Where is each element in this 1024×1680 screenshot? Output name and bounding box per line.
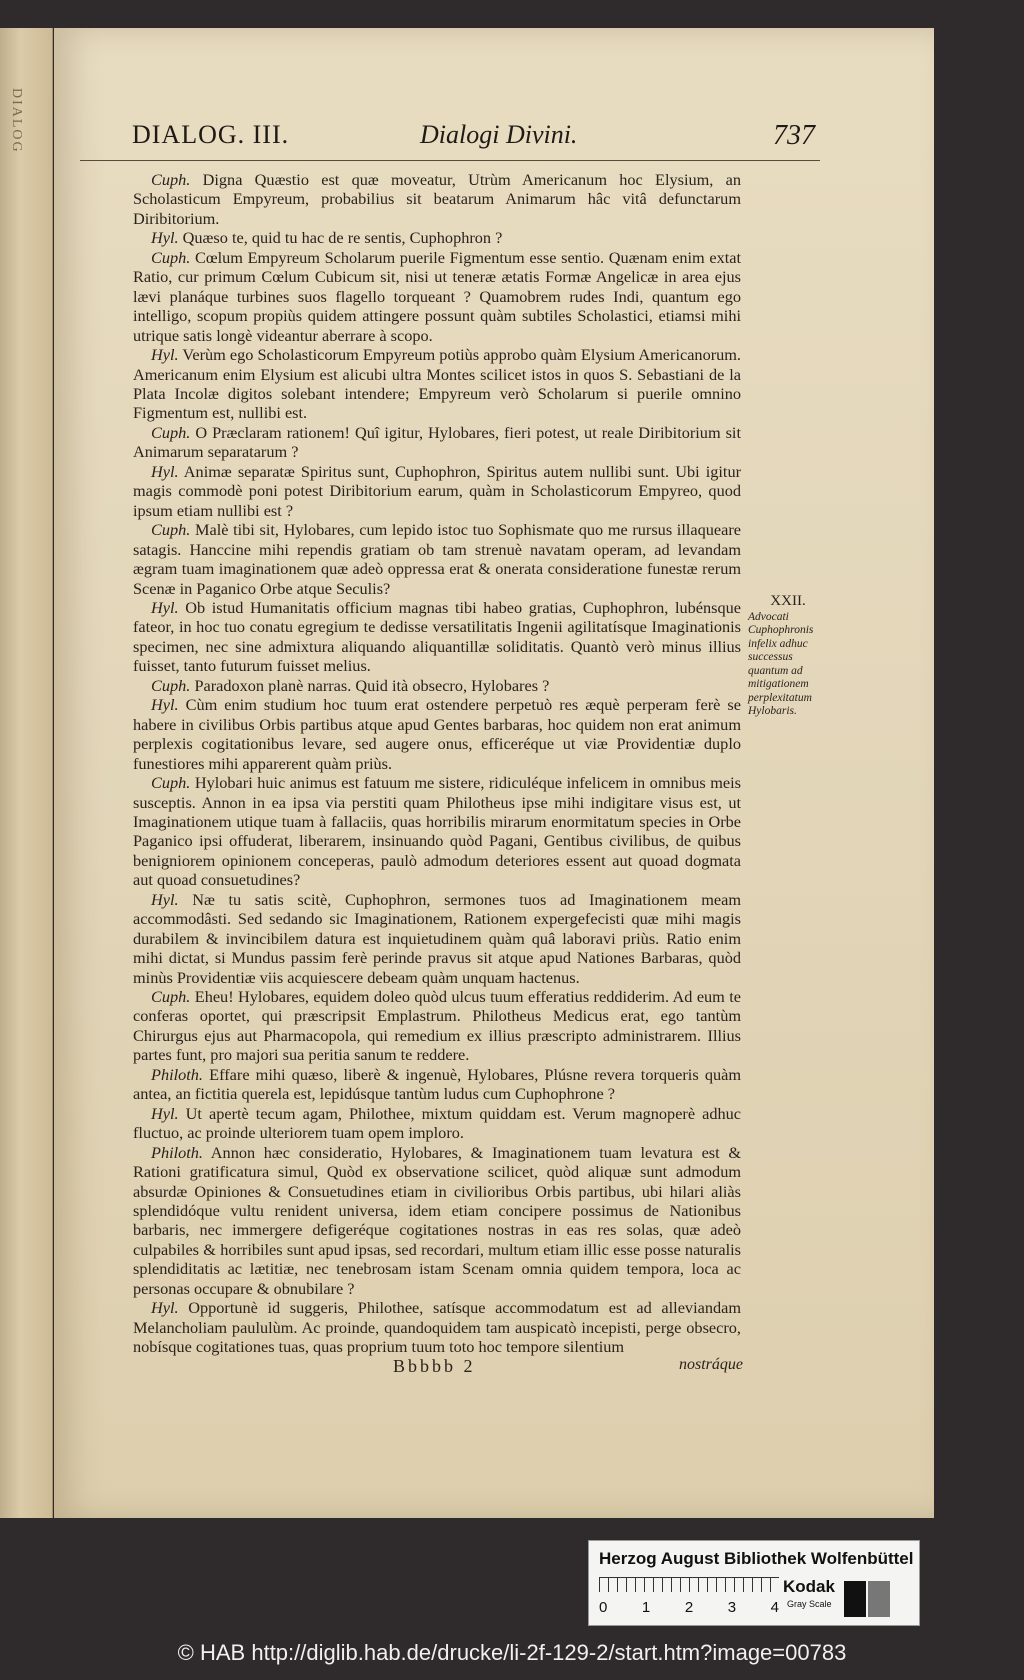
dialogue-paragraph [133,695,741,773]
ruler-tick: 3 [727,1599,737,1616]
ruler-tick: 1 [641,1599,651,1616]
ruler [599,1577,779,1592]
paragraph-text: Cùm enim studium hoc tuum erat ostendere perpetuò res æquè perperam ferè se habere in civilibus Orbis partibus atque apud Gentes barbaras, hoc quidem non erat animum perplexis cogitationibus levare, sed augere onus, efficeréque ut viæ Providentiæ duplo funestiores mihi apparerent quàm priùs. [133,695,741,773]
speaker-label: Hyl. [151,228,179,248]
header-title: Dialogi Divini. [420,120,578,149]
speaker-label: Hyl. [151,597,179,617]
paragraph-text: Ob istud Humanitatis officium magnas tibi habeo gratias, Cuphophron, lubénsque fateor, in hoc tuo conatu egregium te dedisse versatilitatis Ingenii agilitatísque Imaginationis specimen, nec sine admixtura aliquando aliquantillæ soliditatis. Quantò verò minus illius fuisset, tanto futurum fuisset melius. [133,597,741,676]
header-dialog-number: DIALOG. III. [132,120,290,149]
gray-swatch [868,1581,890,1617]
paragraph-text: Eheu! Hylobares, equidem doleo quòd ulcus tuum efferatius reddiderim. Ad eum te conferas oportet, qui præscripsit Emplastrum. Philotheus Medicus erat, ego tantùm Chirurgus ejus aut Pharmacopola, qui remedium ex illius præscripto administrarem. Illius partes funt, pro majori sua peritia sanum te reddere. [133,987,741,1065]
image-credit: © HAB http://diglib.hab.de/drucke/li-2f-129-2/start.htm?image=00783 [177,1640,847,1665]
paragraph-text: Verùm ego Scholasticorum Empyreum potiùs approbo quàm Elysium Americanorum. Americanum enim Elysium est alicubi ultra Montes scilicet istos in quos S. Sebastiani de la Plata Incolæ digitos solebant intendere; Empyreum verò Scholarum si puerile omnino Figmentum est, nullibi est. [133,345,742,423]
black-swatch [844,1581,866,1617]
dialogue-paragraph [133,1065,741,1104]
speaker-label: Hyl. [151,461,179,481]
dialogue-paragraph [133,987,741,1065]
speaker-label: Cuph. [151,520,191,540]
margin-note [748,595,828,719]
paragraph-text: Hylobari huic animus est fatuum me sistere, ridiculéque infelicem in omnibus meis susceptis. Annon in ea ipsa via perstiti quam Philotheus ipse mihi indigitare visus est, ut Imaginationem utique tuam à fallaciis, quas horribilis mirarum enormitatum species in Orbe Paganico ipsi offuderat, liberarem, insinuando quòd Pagani, Gentibus civilibus, de quibus benigniorem opinionem conceperas, paulò admodum deteriores essent aut quoad dogmata aut quoad consuetudines? [133,773,741,890]
speaker-label: Cuph. [151,422,191,442]
paragraph-text: Quæso te, quid tu hac de re sentis, Cuphophron ? [182,228,503,248]
speaker-label: Cuph. [151,773,191,793]
gray-scale-label: Gray Scale [787,1599,832,1609]
dialogue-paragraph [133,1298,741,1356]
paragraph-text: Ut apertè tecum agam, Philothee, mixtum quiddam est. Verum magnoperè adhuc fluctuo, ac proinde ulteriorem tuam opem imploro. [133,1103,742,1143]
paragraph-text: Malè tibi sit, Hylobares, cum lepido istoc tuo Sophismate quo me rursus illaqueare satagis. Hanccine mihi rependis gratiam ob tam strenuè navatam operam, ad levandam ægram tuam imaginationem quæ adeò oppressa erat & onerata consideratione funestæ rerum Scenæ in Paganico Orbe atque Seculis? [133,520,741,598]
ruler-tick: 4 [770,1599,779,1616]
paragraph-text: Opportunè id suggeris, Philothee, satísque accommodatum est ad alleviandam Melancholiam paululùm. Ac proinde, quandoquidem tam auspicatò incepisti, perge obsecro, nobísque cogitationes tuas, quas proprium tuum toto hoc tempore silentium [133,1298,741,1357]
speaker-label: Hyl. [151,345,179,365]
paragraph-text: O Præclaram rationem! Quî igitur, Hylobares, fieri potest, ut reale Diribitorium sit Animarum separatarum ? [133,422,741,462]
margin-note-text: Advocati Cuphophronis infelix adhuc successus quantum ad mitigationem perplexitatum Hylobaris. [748,610,814,717]
dialogue-paragraph [133,228,741,247]
dialogue-paragraph [133,1104,741,1143]
main-text-block [133,170,741,1357]
paragraph-text: Digna Quæstio est quæ moveatur, Utrùm Americanum hoc Elysium, an Scholasticum Empyreum, probabilius sit beatarum Animarum hâc vitâ defunctarum Diribitorium. [133,170,741,228]
speaker-label: Cuph. [151,987,191,1007]
speaker-label: Philoth. [151,1064,204,1084]
speaker-label: Hyl. [151,889,179,909]
dialogue-paragraph [133,345,741,423]
dialogue-paragraph [133,170,741,228]
color-calibration-card [588,1540,920,1626]
spine-text: DIALOG [9,88,24,154]
paragraph-text: Paradoxon planè narras. Quid ità obsecro, Hylobares ? [194,675,550,695]
paragraph-text: Effare mihi quæso, liberè & ingenuè, Hylobares, Plúsne revera torqueris quàm antea, an fictitia querela est, lepidúsque tantùm ludus cum Cuphophrone ? [133,1064,741,1104]
speaker-label: Hyl. [151,1298,179,1318]
dialogue-paragraph [133,598,741,676]
paragraph-text: Annon hæc consideratio, Hylobares, & Imaginationem tuam levatura est & Rationi gratificatura simul, Quòd ex observatione scilicet, quòd aliquæ sunt admodum absurdæ Opiniones & Consuetudines etiam in civilioribus Orbis partibus, ubi hilari aliàs splendidóque vultu renident universa, idem etiam concipere possimus de Nationibus barbaris, nec immergere defigeréque cogitationes nostras in eas res solas, quæ adeò culpabiles & horribiles sunt apud ipsas, sed recordari, multum etiam illic esse posse naturalis splendiditatis ac lætitiæ, nec tenebrosam istam Scenam omnia quidem tempora, loca ac personas occupare & obnubilare ? [133,1142,742,1298]
dialogue-paragraph [133,248,741,345]
adjacent-page-strip [0,28,53,1518]
dialogue-paragraph [133,890,741,987]
dialogue-paragraph [133,520,741,598]
paragraph-text: Næ tu satis scitè, Cuphophron, sermones tuos ad Imaginationem meam accommodâsti. Sed sedando sic Imaginationem, Rationem expergefecisti quæ mihi magis durabilem & invincibilem datura est inquietudinem quàm quâ laboravi priùs. Ratio enim mihi dictat, si Mundus passim ferè perinde pravus sit atque apud Nationes Barbaras, quòd minùs Providentiæ viis acquiescere debeam quàm unquam hactenus. [133,889,741,987]
dialogue-paragraph [133,423,741,462]
speaker-label: Hyl. [151,695,179,715]
speaker-label: Cuph. [151,247,191,267]
speaker-label: Cuph. [151,675,191,695]
page-number: 737 [773,120,815,151]
signature-mark: Bbbbb 2 [393,1356,476,1376]
dialogue-paragraph [133,462,741,520]
speaker-label: Cuph. [151,170,191,189]
dialogue-paragraph [133,676,741,695]
ruler-tick: 0 [599,1599,608,1616]
ruler-numbers [599,1599,779,1616]
margin-note-number: XXII. [770,593,806,609]
dialogue-paragraph [133,773,741,890]
speaker-label: Hyl. [151,1103,179,1123]
paragraph-text: Animæ separatæ Spiritus sunt, Cuphophron, Spiritus autem nullibi sunt. Ubi igitur magis commodè poni potest Diribitorium earum, quàm in Scholasticorum Empyreo, quod ipsum etiam nullibi est ? [133,461,742,520]
running-header [80,98,820,161]
speaker-label: Philoth. [151,1142,204,1162]
library-name: Herzog August Bibliothek Wolfenbüttel [599,1549,914,1568]
paragraph-text: Cœlum Empyreum Scholarum puerile Figmentum esse sentio. Quænam enim extat Ratio, cur primum Cœlum Cubicum sit, nisi ut teneræ ætatis Formæ Angelicæ in area ejus lævi planáque turbines suos flagello torqueant ? Quamobrem rudes Indi, quantum ego intelligo, scopum propiùs quidem attingere possunt quàm subtiles Scholastici, etiamsi mihi utrique satis longè videantur aberrare à scopo. [133,247,742,345]
dialogue-paragraph [133,1143,741,1299]
ruler-tick: 2 [684,1599,694,1616]
catchword: nostráque [679,1356,743,1373]
kodak-brand: Kodak [783,1577,835,1596]
